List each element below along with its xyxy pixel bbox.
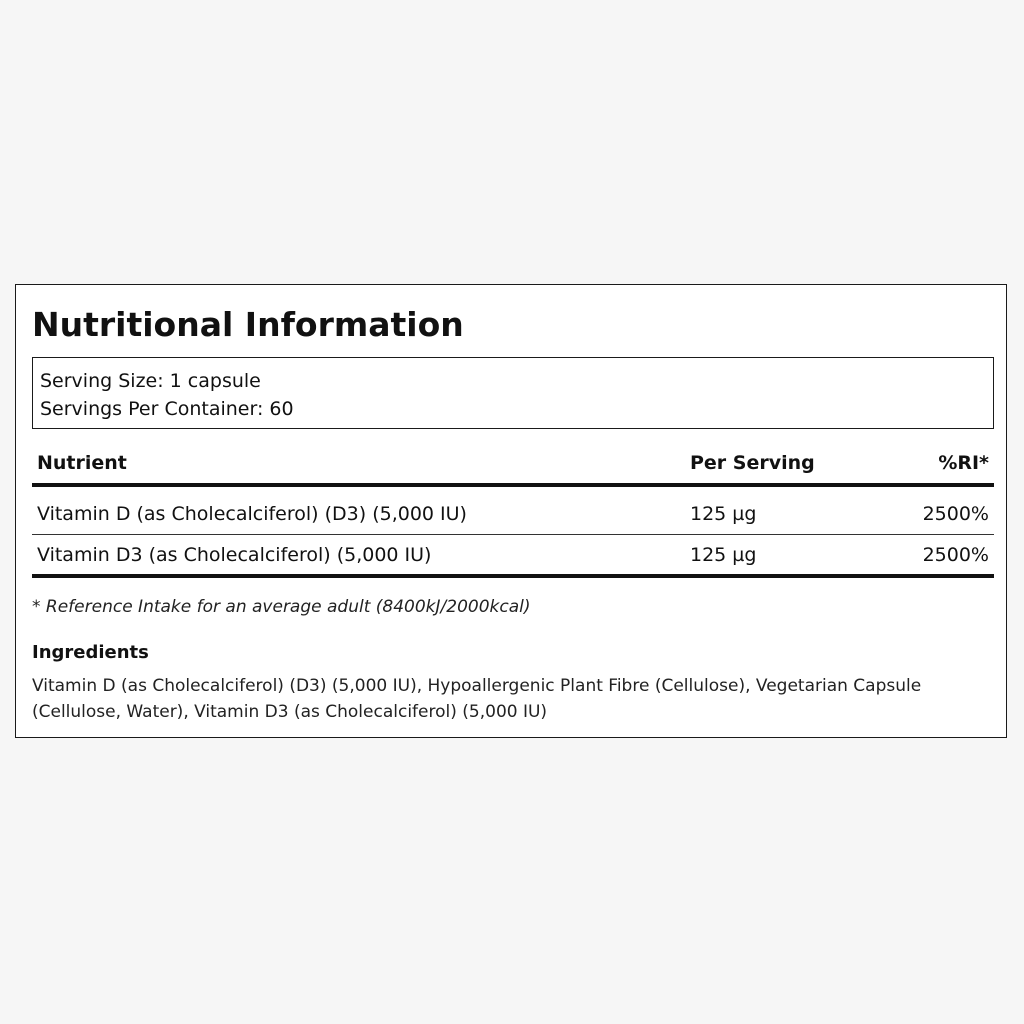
panel-title: Nutritional Information <box>32 305 464 344</box>
nutrition-panel <box>15 284 1007 738</box>
row-ri: 2500% <box>922 544 989 566</box>
row-nutrient: Vitamin D (as Cholecalciferol) (D3) (5,000 IU) <box>37 503 467 525</box>
table-bottom-divider <box>32 574 994 578</box>
servings-per-container: Servings Per Container: 60 <box>40 398 294 420</box>
table-row <box>32 535 994 575</box>
ingredients-text: Vitamin D (as Cholecalciferol) (D3) (5,000 IU), Hypoallergenic Plant Fibre (Cellulose), Vegetarian Capsule (Cellulose, Water), Vitamin D3 (as Cholecalciferol) (5,000 IU) <box>32 676 922 722</box>
header-divider <box>32 483 994 487</box>
serving-size: Serving Size: 1 capsule <box>40 370 261 392</box>
row-ri: 2500% <box>922 503 989 525</box>
ingredients-heading: Ingredients <box>32 642 149 663</box>
row-per-serving: 125 µg <box>690 544 757 566</box>
header-nutrient: Nutrient <box>37 452 127 474</box>
reference-footnote: * Reference Intake for an average adult (8400kJ/2000kcal) <box>32 597 531 617</box>
table-row <box>32 494 994 534</box>
serving-info-box <box>32 357 994 429</box>
table-header-row <box>32 443 994 483</box>
row-nutrient: Vitamin D3 (as Cholecalciferol) (5,000 IU) <box>37 544 432 566</box>
header-ri: %RI* <box>938 452 989 474</box>
header-per-serving: Per Serving <box>690 452 815 474</box>
row-per-serving: 125 µg <box>690 503 757 525</box>
